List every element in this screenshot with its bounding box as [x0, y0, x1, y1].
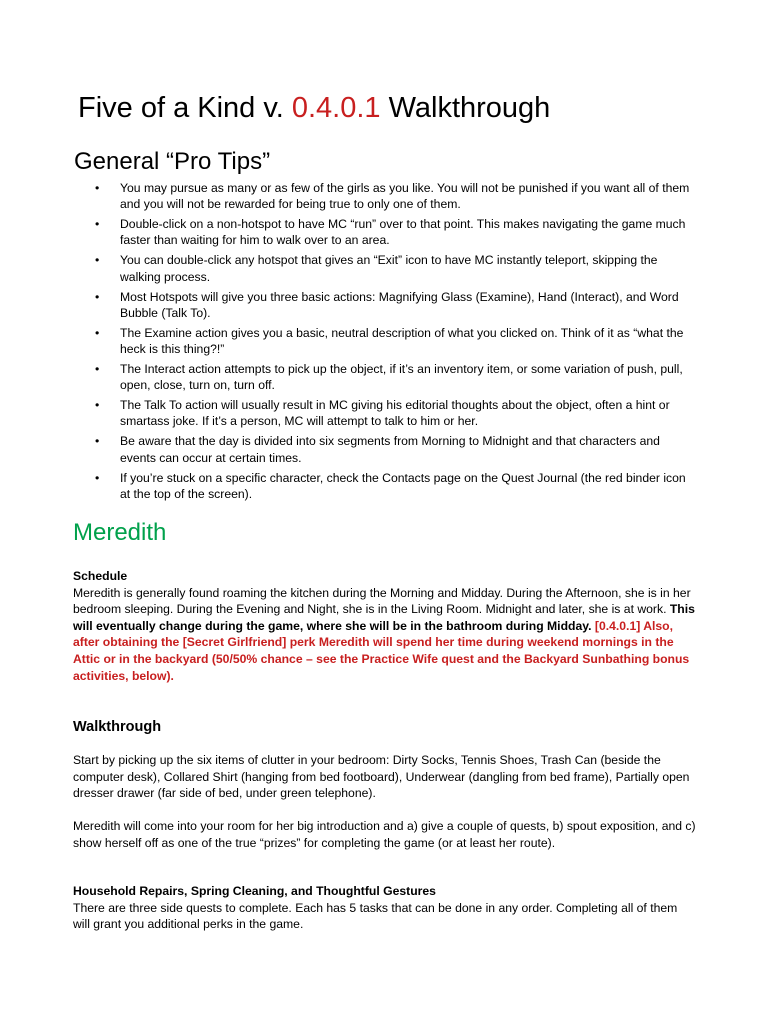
- bullet-icon: •: [95, 181, 100, 195]
- bullet-icon: •: [95, 398, 100, 413]
- tip-text: The Talk To action will usually result in MC giving his editorial thoughts about the object, often a hint or smartass joke. If it’s a person, MC will attempt to talk to him or her.: [120, 398, 670, 429]
- tip-text: Be aware that the day is divided into six segments from Morning to Midnight and that characters and events can occur at certain times.: [120, 434, 660, 465]
- bullet-icon: •: [95, 434, 100, 449]
- walkthrough-paragraph-1: Start by picking up the six items of clutter in your bedroom: Dirty Socks, Tennis Shoes, Trash Can (beside the computer desk), Collared Shirt (hanging from bed footboard), Underwear (dangling from bed frame), Partially open dresser drawer (far side of bed, under green telephone).: [73, 753, 690, 801]
- tip-item: [0, 361, 768, 394]
- bullet-icon: •: [95, 289, 100, 304]
- tip-text: Double-click on a non-hotspot to have MC “run” over to that point. This makes navigating the game much faster than waiting for him to walk over to an area.: [120, 217, 686, 248]
- schedule-heading: Schedule: [73, 569, 128, 583]
- meredith-heading: Meredith: [73, 519, 167, 546]
- schedule-update-note: [0.4.0.1] Also, after obtaining the [Secret Girlfriend] perk Meredith will spend her time during weekend mornings in the Attic or in the backyard (50/50% chance – see the Practice Wife quest and the Backyard Sunbathing bonus activities, below).: [73, 618, 690, 683]
- tip-text: You can double-click any hotspot that gives an “Exit” icon to have MC instantly teleport, skipping the walking process.: [120, 253, 658, 284]
- tip-item: [0, 470, 768, 503]
- title-text-end: Walkthrough: [380, 92, 551, 124]
- walkthrough-paragraph-2: Meredith will come into your room for her big introduction and a) give a couple of quests, b) spout exposition, and c) show herself off as one of the true “prizes” for completing the game (or at least her route).: [73, 819, 696, 850]
- tip-item: [0, 252, 768, 285]
- schedule-bold-text: This will eventually change during the game, where she will be in the bathroom during Midday.: [73, 602, 695, 633]
- tip-item: [0, 325, 768, 358]
- bullet-icon: •: [95, 325, 100, 340]
- bullet-icon: •: [95, 253, 100, 268]
- schedule-text: Meredith is generally found roaming the kitchen during the Morning and Midday. During the Afternoon, she is in her bedroom sleeping. During the Evening and Night, she is in the Living Room. Midnight and later, she is at work.: [73, 585, 691, 617]
- schedule-section: [73, 568, 697, 684]
- tip-item: [0, 433, 768, 466]
- tip-text: You may pursue as many or as few of the girls as you like. You will not be punished if you want all of them and you will not be rewarded for being true to only one of them.: [120, 181, 690, 212]
- tip-item: [0, 397, 768, 430]
- pro-tips-heading: General “Pro Tips”: [74, 148, 271, 175]
- tip-text: The Examine action gives you a basic, neutral description of what you clicked on. Think of it as “what the heck is this thing?!”: [120, 325, 684, 357]
- bullet-icon: •: [95, 361, 100, 376]
- version-number: 0.4.0.1: [291, 92, 381, 124]
- tip-text: Most Hotspots will give you three basic actions: Magnifying Glass (Examine), Hand (Interact), and Word Bubble (Talk To).: [120, 289, 679, 320]
- tip-item: [0, 289, 768, 322]
- title-text-start: Five of a Kind v.: [78, 92, 292, 124]
- household-section: [73, 883, 697, 933]
- bullet-icon: •: [95, 470, 100, 485]
- tip-text: The Interact action attempts to pick up the object, if it’s an inventory item, or some variation of push, pull, open, close, turn on, turn off.: [120, 361, 683, 393]
- household-heading: Household Repairs, Spring Cleaning, and Thoughtful Gestures: [73, 884, 436, 898]
- household-text: There are three side quests to complete. Each has 5 tasks that can be done in any order. Completing all of them will grant you additional perks in the game.: [73, 900, 678, 932]
- bullet-icon: •: [95, 217, 100, 232]
- tip-item: [0, 180, 768, 213]
- document-title: [78, 88, 550, 128]
- pro-tips-list: [0, 180, 768, 506]
- walkthrough-heading: Walkthrough: [73, 719, 162, 735]
- tip-text: If you’re stuck on a specific character, check the Contacts page on the Quest Journal (the red binder icon at the top of the screen).: [120, 470, 686, 501]
- tip-item: [0, 216, 768, 249]
